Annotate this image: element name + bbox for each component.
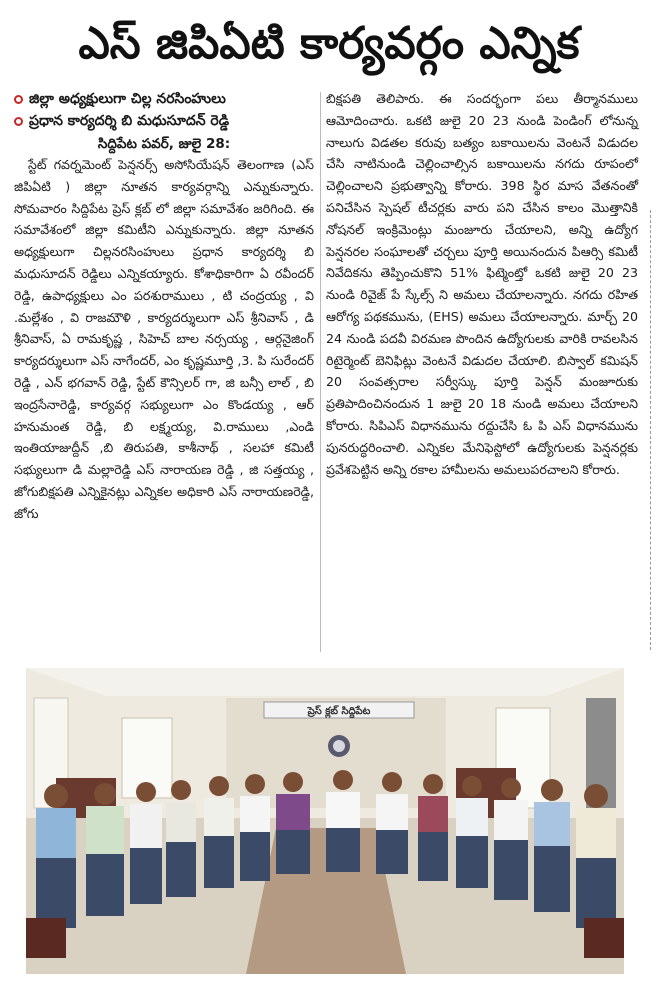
bullet-icon <box>14 117 23 126</box>
right-column <box>326 88 638 480</box>
group-photo <box>26 668 624 974</box>
group-photo-illustration <box>26 668 624 974</box>
subheading-text: జిల్లా అధ్యక్షులుగా చిల్ల నరసింహులు <box>29 91 226 107</box>
page-edge-rule <box>650 210 651 650</box>
article-body-right: బిక్షపతి తెలిపారు. ఈ సందర్భంగా పలు తీర్మానములు ఆమోదించారు. ఒకటి జులై 20 23 నుండి పెండింగ్ లోనున్న నాలుగు విడతల కరువు బత్యం బకాయిలను వెంటనే విడుదల చేసి నాటినుండి చెల్లించాల్సిన బకాయిలను నగదు రూపంలో చెల్లించాలని ప్రభుత్వాన్ని కోరారు. 398 స్థిర మాస వేతనంతో పనిచేసిన స్పెషల్ టీచర్లకు వారు పని చేసిన కాలం మొత్తానికి నోషనల్ ఇంక్రిమెంట్లు మంజూరు చేయాలని, అన్ని ఉద్యోగ పెన్షనరల సంఘాలతో చర్చలు పూర్తి అయినందున పిఆర్సి కమిటీ నివేదికను తెప్పించుకొని 51% ఫిట్మెంట్తో ఒకటి జులై 20 23 నుండి రివైజ్ పే స్కేల్స్ ని అమలు చేయాలన్నారు. నగదు రహిత ఆరోగ్య పథకమును, (EHS) అమలు చేయాలన్నారు. మార్చ్ 20 24 నుండి పదవీ విరమణ పొందిన ఉద్యోగులకు వారికి రావలసిన రిటైర్మెంట్ బెనిఫిట్లు వెంటనే విడుదల చేయాలి. బిస్వాల్ కమిషన్ 20 సంవత్సరాల సర్వీస్కు పూర్తి పెన్షన్ మంజూరుకు ప్రతిపాదించినందున 1 జులై 20 18 నుండి అమలు చేయాలని కోరారు. సిపిఎస్ విధానమును రద్దుచేసి ఓ పి ఎస్ విధానమును పునరుద్ధరించాలి. ఎన్నికల మేనిఫెస్టోలో ఉద్యోగులకు పెన్షనర్లకు ప్రవేశపెట్టిన అన్ని రకాల హామీలను అమలుపరచాలని కోరారు. <box>326 91 638 477</box>
dateline: సిద్దిపేట పవర్, జులై 28: <box>97 136 231 152</box>
article-body-left: స్టేట్ గవర్నమెంట్ పెన్షనర్స్ అసోసియేషన్ తెలంగాణ (ఎస్ జిపిఏటి ) జిల్లా నూతన కార్యవర్గాన్ని ఎన్నుకున్నారు. సోమవారం సిద్దిపేట ప్రెస్ క్లబ్ లో జిల్లా సమావేశం జరిగింది. ఈ సమావేశంలో జిల్లా కమిటీని ఎన్నుకున్నారు. జిల్లా నూతన అధ్యక్షులుగా చిల్లనరసింహులు ప్రధాన కార్యదర్శి బి మధుసూదన్ రెడ్డిలు ఎన్నికయ్యారు. కోశాధికారిగా ఏ రవీందర్ రెడ్డి, ఉపాధ్యక్షులు ఎం పరశురాములు , టి చంద్రయ్య , వి .మల్లేశం , వి రాజమౌళి , కార్యదర్శులుగా ఎస్ శ్రీనివాస్ , డి శ్రీనివాస్, ఏ రామకృష్ణ , సిహెచ్ బాల నర్సయ్య , ఆర్గనైజింగ్ కార్యదర్శులుగా ఎస్ నాగేందర్, ఎం కృష్ణమూర్తి ,3. పి సురేందర్ రెడ్డి , ఎన్ భగవాన్ రెడ్డి, స్టేట్ కౌన్సిలర్ గా, జి బన్సీ లాల్ , బి ఇంద్రసేనారెడ్డి, కార్యవర్గ సభ్యులుగా ఎం కొండయ్య , ఆర్ హనుమంత రెడ్డి, బి లక్ష్మయ్య, వి.రాములు ,ఎండి ఇంతియాజుద్దీన్ ,బి తిరుపతి, కాశీనాథ్ , సలహా కమిటీ సభ్యులుగా డి మల్లారెడ్డి ఎస్ నారాయణ రెడ్డి , జి సత్తయ్య , జోగుబిక్షపతి ఎన్నికైనట్లు ఎన్నికల అధికారి ఎస్ నారాయణరెడ్డి, జోగు <box>14 157 314 521</box>
subheading-text: ప్రధాన కార్యదర్శి బి మధుసూదన్ రెడ్డి <box>29 113 230 129</box>
column-divider <box>320 92 321 652</box>
left-column <box>14 88 314 525</box>
bullet-icon <box>14 95 23 104</box>
subheading-bullet <box>14 110 314 132</box>
banner-text: ప్రెస్ క్లబ్ సిద్దిపేట <box>307 706 371 717</box>
headline: ఎస్ జిపిఏటి కార్యవర్గం ఎన్నిక <box>78 18 580 69</box>
subheading-bullet <box>14 88 314 110</box>
